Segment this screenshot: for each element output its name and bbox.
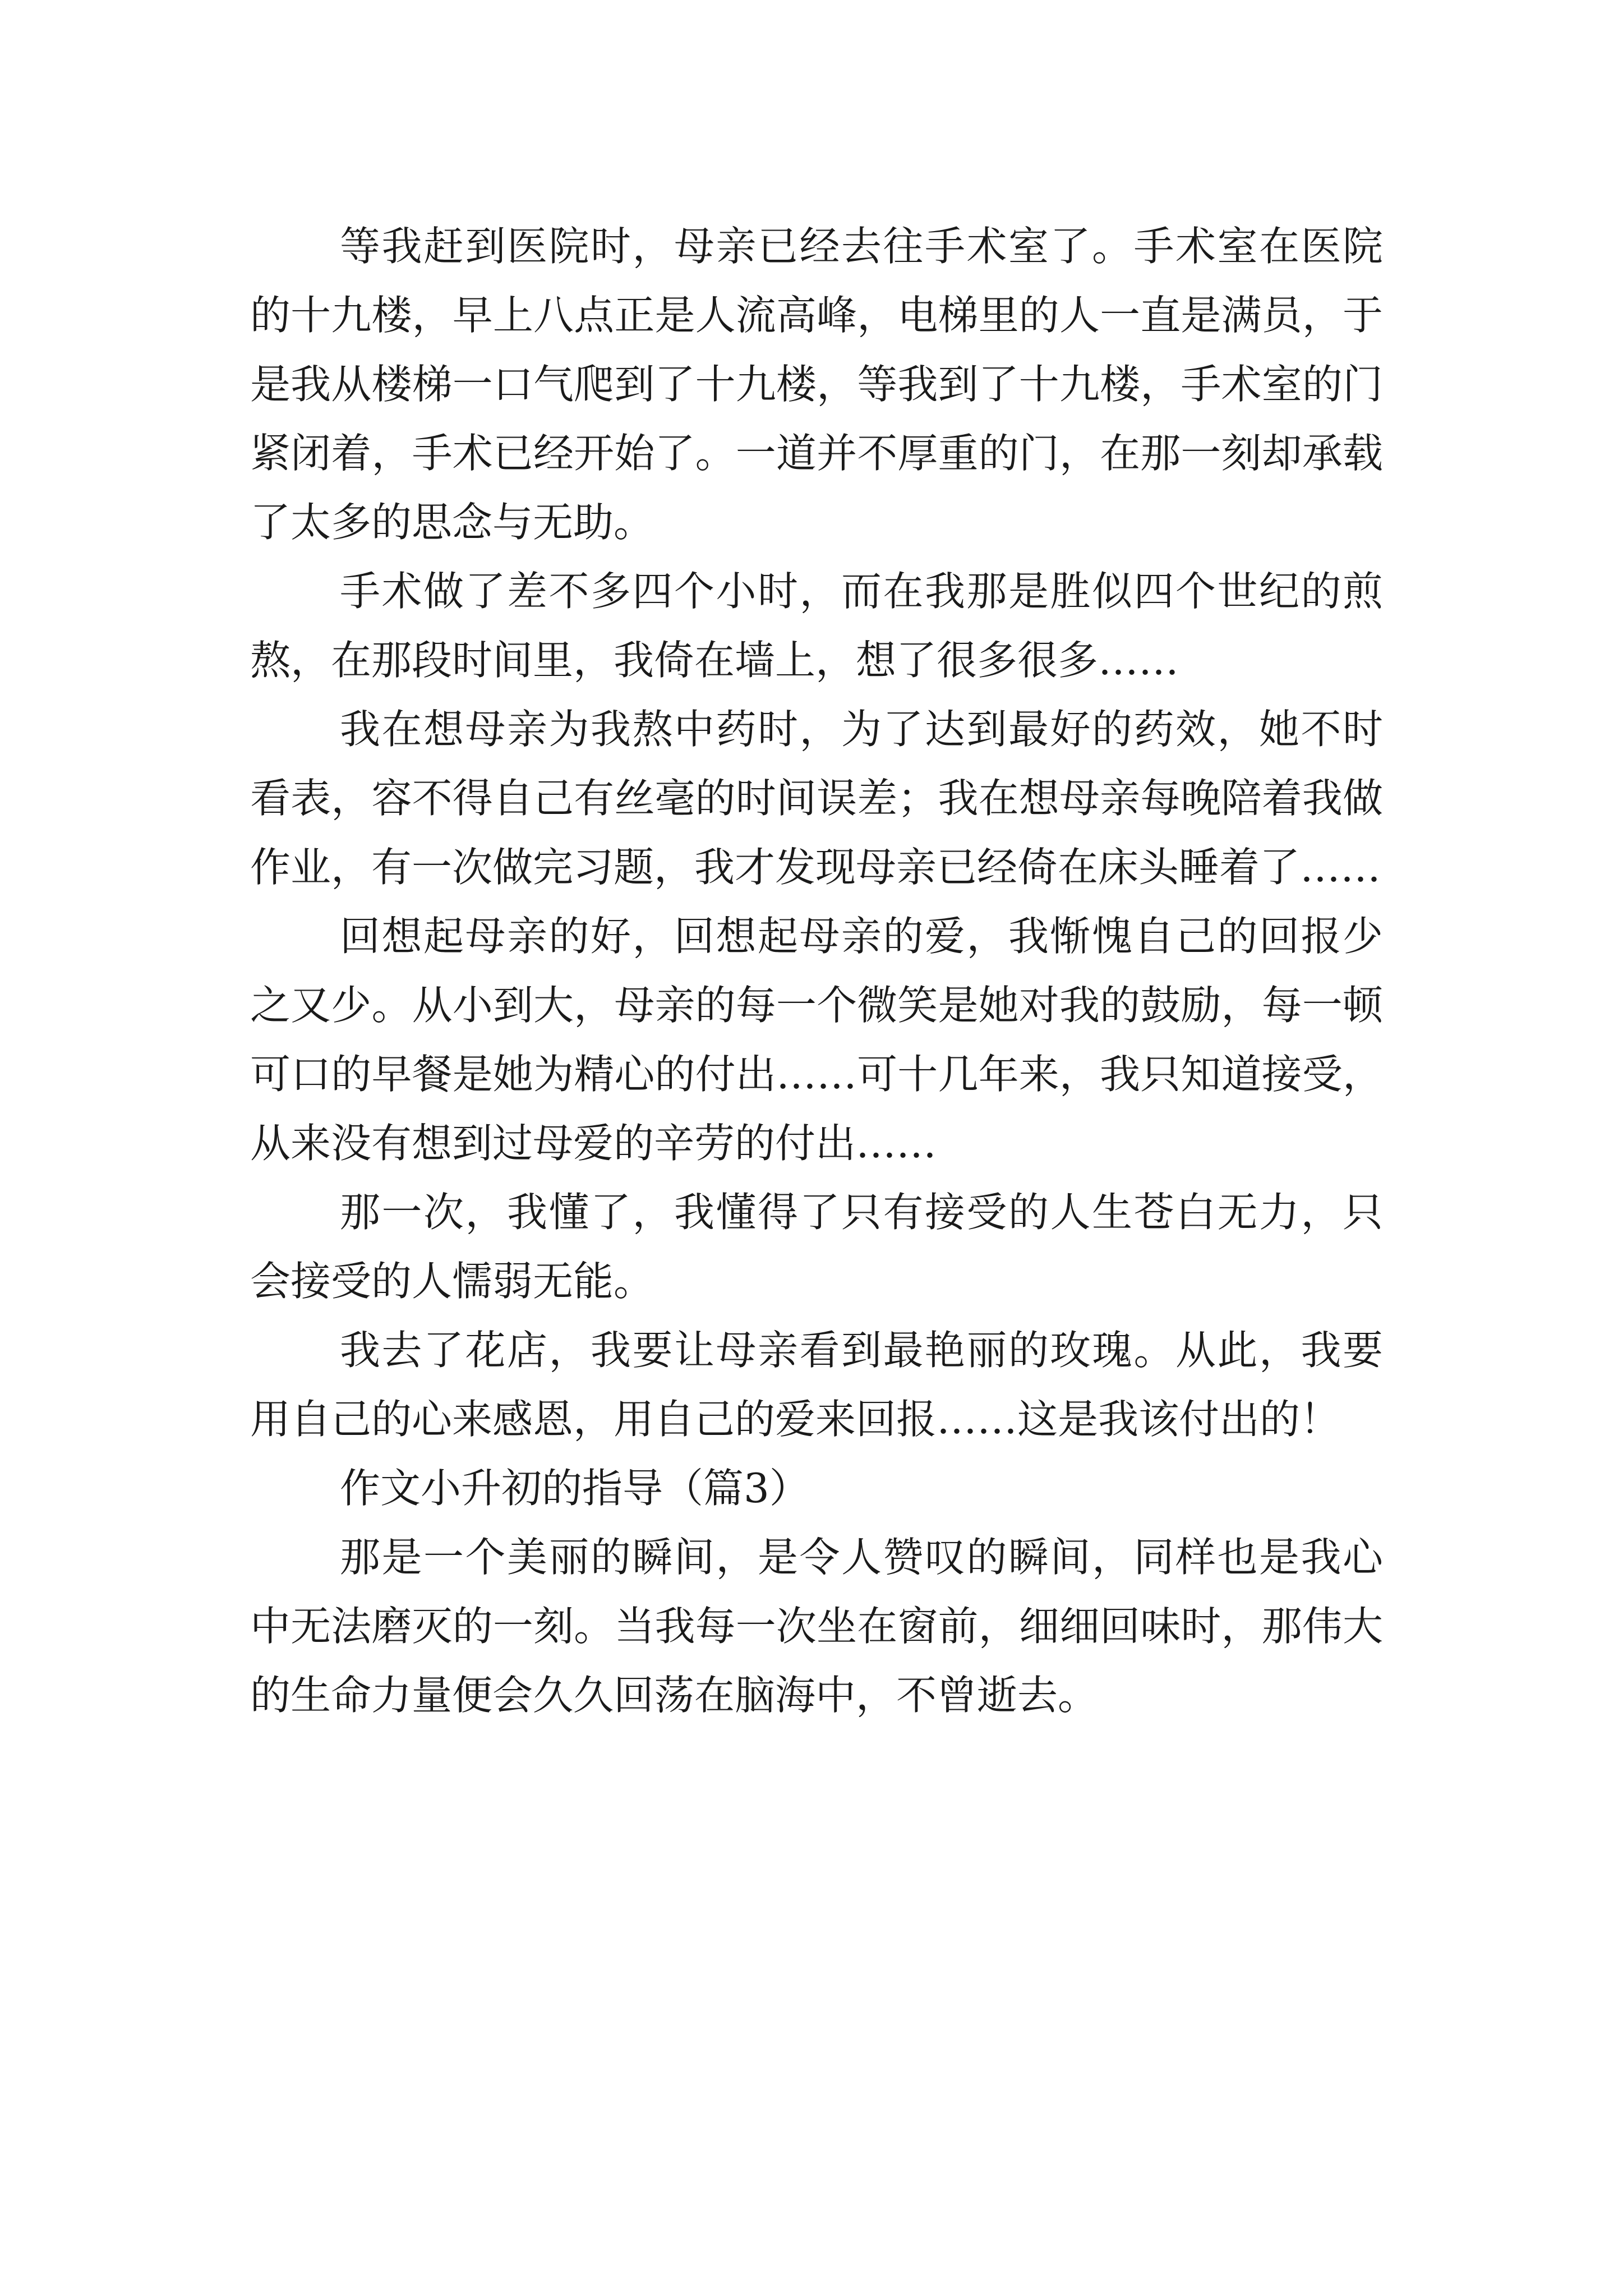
paragraph-3: 我在想母亲为我熬中药时，为了达到最好的药效，她不时看表，容不得自己有丝毫的时间误差；我在想母亲每晚陪着我做作业，有一次做完习题，我才发现母亲已经倚在床头睡着了……	[250, 706, 1383, 891]
section-heading: 作文小升初的指导（篇3）	[340, 1465, 810, 1512]
paragraph-1: 等我赶到医院时，母亲已经去往手术室了。手术室在医院的十九楼，早上八点正是人流高峰，电梯里的人一直是满员，于是我从楼梯一口气爬到了十九楼，等我到了十九楼，手术室的门紧闭着，手术已经开始了。一道并不厚重的门，在那一刻却承载了太多的思念与无助。	[250, 223, 1383, 546]
paragraph-2: 手术做了差不多四个小时，而在我那是胜似四个世纪的煎熬，在那段时间里，我倚在墙上，想了很多很多……	[250, 568, 1383, 684]
paragraph-4: 回想起母亲的好，回想起母亲的爱，我惭愧自己的回报少之又少。从小到大，母亲的每一个微笑是她对我的鼓励，每一顿可口的早餐是她为精心的付出……可十几年来，我只知道接受，从来没有想到过母爱的辛劳的付出……	[250, 913, 1383, 1167]
document-body	[250, 212, 1383, 1730]
paragraph-5: 那一次，我懂了，我懂得了只有接受的人生苍白无力，只会接受的人懦弱无能。	[250, 1189, 1383, 1305]
paragraph-6: 我去了花店，我要让母亲看到最艳丽的玫瑰。从此，我要用自己的心来感恩，用自己的爱来回报……这是我该付出的！	[250, 1327, 1383, 1443]
section-paragraph-1: 那是一个美丽的瞬间，是令人赞叹的瞬间，同样也是我心中无法磨灭的一刻。当我每一次坐在窗前，细细回味时，那伟大的生命力量便会久久回荡在脑海中，不曾逝去。	[250, 1534, 1383, 1719]
